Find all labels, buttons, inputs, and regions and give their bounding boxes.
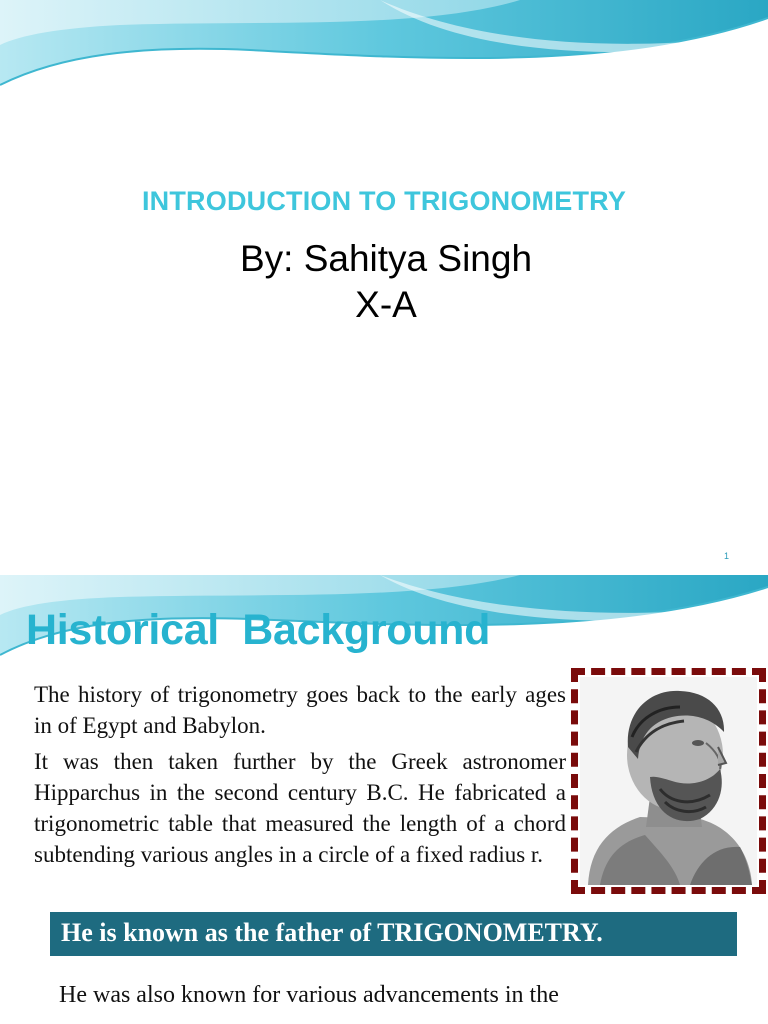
hipparchus-portrait-image	[580, 677, 757, 885]
paragraph-hipparchus: It was then taken further by the Greek astronomer Hipparchus in the second century B.C. He fabricated a trigonometric table that measured the length of a chord subtending various angles in a circle of a fixed radius r.	[34, 749, 566, 867]
hipparchus-portrait-frame	[571, 668, 766, 894]
presentation-title: INTRODUCTION TO TRIGONOMETRY	[141, 186, 627, 216]
page-number: 1	[724, 551, 730, 561]
header-wave-decoration	[0, 0, 768, 110]
author-line: By: Sahitya Singh	[239, 238, 533, 279]
father-of-trigonometry-banner	[50, 912, 737, 956]
slide-heading: Historical Background	[26, 606, 491, 654]
paragraph-history: The history of trigonometry goes back to the early ages in of Egypt and Babylon.	[34, 682, 566, 738]
historical-background-slide	[0, 575, 768, 1024]
class-line: X-A	[355, 284, 417, 325]
paragraph-advancements: He was also known for various advancements in the	[59, 982, 559, 1008]
banner-text: He is known as the father of TRIGONOMETRY.	[61, 918, 603, 947]
